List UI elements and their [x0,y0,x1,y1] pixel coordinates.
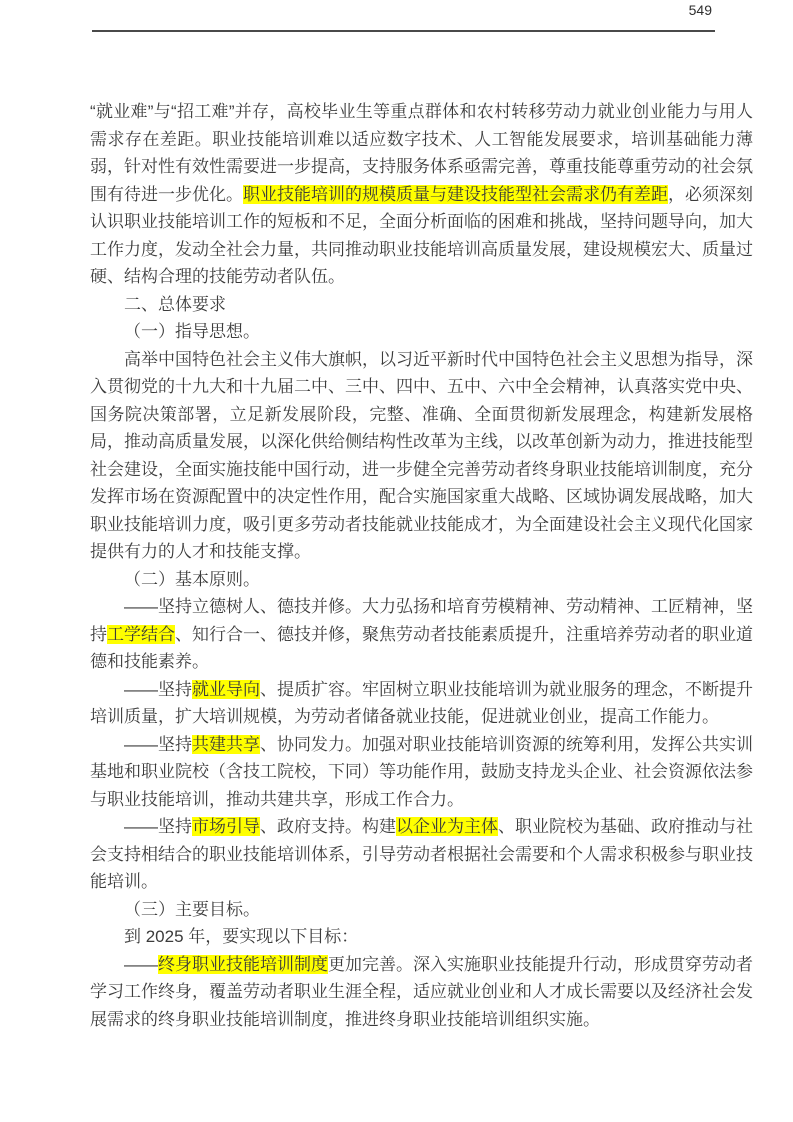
paragraph [90,951,753,1034]
text-run: 二、总体要求 [124,294,226,314]
highlighted-text: 终身职业技能培训制度 [158,954,328,974]
paragraph [90,731,753,814]
text-run: 更加完善。深入实施职业技能提升行动，形成贯穿劳动者学习工作终身，覆盖劳动者职业生涯全程，适应就业创业和人才成长需要以及经济社会发展需求的终身职业技能培训制度，推进终身职业技能培训组织实施。 [90,954,753,1029]
text-run: 、协同发力。加强对职业技能培训资源的统筹利用，发挥公共实训基地和职业院校（含技工院校，下同）等功能作用，鼓励支持龙头企业、社会资源依法参与职业技能培训，推动共建共享，形成工作合力。 [90,734,753,809]
page-number: 549 [688,2,712,18]
text-run: （三）主要目标。 [124,899,260,919]
text-run: 高举中国特色社会主义伟大旗帜，以习近平新时代中国特色社会主义思想为指导，深入贯彻党的十九大和十九届二中、三中、四中、五中、六中全会精神，认真落实党中央、国务院决策部署，立足新发展阶段，完整、准确、全面贯彻新发展理念，构建新发展格局，推动高质量发展，以深化供给侧结构性改革为主线，以改革创新为动力，推进技能型社会建设，全面实施技能中国行动，进一步健全完善劳动者终身职业技能培训制度，充分发挥市场在资源配置中的决定性作用，配合实施国家重大战略、区域协调发展战略，加大职业技能培训力度，吸引更多劳动者技能就业技能成才，为全面建设社会主义现代化国家提供有力的人才和技能支撑。 [90,349,753,561]
text-run: 、政府支持。构建 [260,817,396,836]
paragraph [90,923,753,951]
text-run: —— [124,954,158,974]
text-run: 、职业院校为基础、政府推动与社会支持相结合的职业技能培训体系，引导劳动者根据社会需要和个人需求积极参与职业技能培训。 [90,817,753,891]
header-divider-line [92,30,715,32]
text-run: ——坚持 [124,734,192,754]
paragraph [90,98,753,291]
text-run: （一）指导思想。 [124,322,260,341]
text-run: ——坚持 [124,679,192,699]
highlighted-text: 就业导向 [192,679,260,699]
highlighted-text: 工学结合 [107,624,175,644]
highlighted-text: 职业技能培训的规模质量与建设技能型社会需求仍有差距 [243,184,668,204]
text-run: 到 2025 年，要实现以下目标： [124,927,359,946]
text-run: ，必须深刻认识职业技能培训工作的短板和不足，全面分析面临的困难和挑战，坚持问题导向，加大工作力度，发动全社会力量，共同推动职业技能培训高质量发展，建设规模宏大、质量过硬、结构合理的技能劳动者队伍。 [90,184,753,286]
paragraph [90,346,753,566]
text-run: ——坚持立德树人、德技并修。大力弘扬和培育劳模精神、劳动精神、工匠精神，坚持 [90,597,753,644]
paragraph [90,676,753,731]
text-run: ——坚持 [124,817,192,836]
paragraph [90,593,753,676]
text-run: 、提质扩容。牢固树立职业技能培训为就业服务的理念，不断提升培训质量，扩大培训规模，为劳动者储备就业技能，促进就业创业，提高工作能力。 [90,679,753,726]
paragraph [90,291,753,319]
paragraph [90,566,753,594]
text-run: （二）基本原则。 [124,569,260,589]
highlighted-text: 市场引导 [192,817,260,836]
highlighted-text: 以企业为主体 [396,817,498,836]
text-run: “就业难”与“招工难”并存，高校毕业生等重点群体和农村转移劳动力就业创业能力与用人需求存在差距。职业技能培训难以适应数字技术、人工智能发展要求，培训基础能力薄弱，针对性有效性需要进一步提高，支持服务体系亟需完善，尊重技能尊重劳动的社会氛围有待进一步优化。 [90,102,753,204]
highlighted-text: 共建共享 [192,734,260,754]
paragraph [90,318,753,346]
text-run: 、知行合一、德技并修，聚焦劳动者技能素质提升，注重培养劳动者的职业道德和技能素养。 [90,624,753,671]
document-body [90,98,753,1033]
paragraph [90,896,753,924]
paragraph [90,813,753,896]
